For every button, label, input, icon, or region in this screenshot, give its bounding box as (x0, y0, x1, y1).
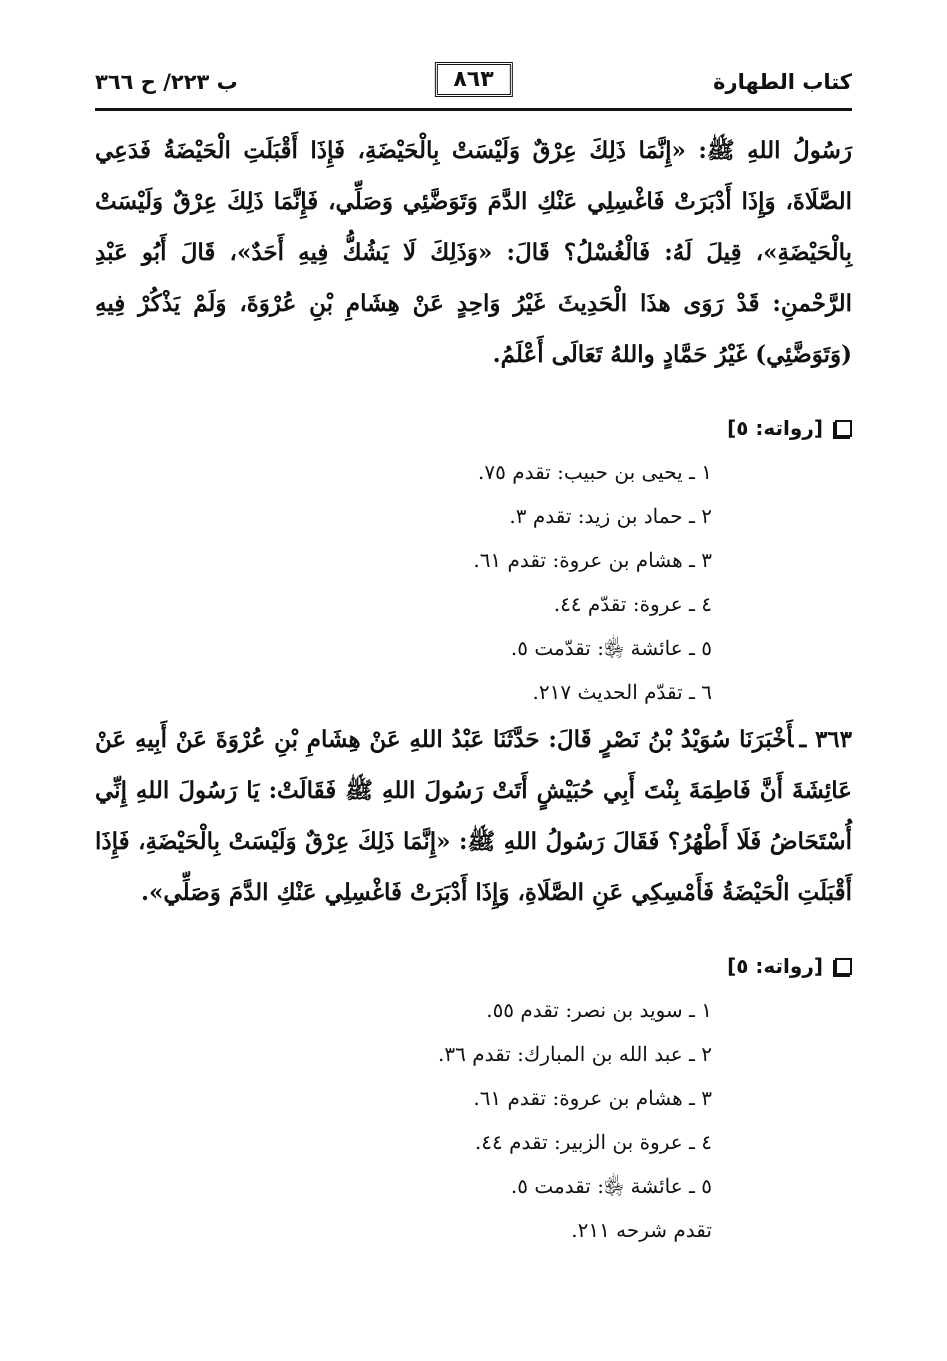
page-header (95, 62, 852, 106)
checkbox-square-icon (835, 958, 852, 975)
list-item: ١ ـ سويد بن نصر: تقدم ٥٥. (486, 998, 712, 1022)
narrators-list-1 (95, 450, 852, 714)
list-item: ٢ ـ عبد الله بن المبارك: تقدم ٣٦. (438, 1042, 712, 1066)
list-item: ٣ ـ هشام بن عروة: تقدم ٦١. (473, 1086, 712, 1110)
narrators-heading-label: [رواته: ٥] (727, 954, 823, 978)
narrators-heading-2 (95, 948, 852, 984)
list-item: ٣ ـ هشام بن عروة: تقدم ٦١. (473, 548, 712, 572)
list-item: ٦ ـ تقدّم الحديث ٢١٧. (532, 680, 712, 704)
hadith-text: أَخْبَرَنَا سُوَيْدُ بْنُ نَصْرٍ قَالَ: حَدَّثَنَا عَبْدُ اللهِ عَنْ هِشَامِ بْنِ عُرْوَةَ عَنْ أَبِيهِ عَنْ عَائِشَةَ أَنَّ فَاطِمَةَ بِنْتَ أَبِي حُبَيْشٍ أَتَتْ رَسُولَ اللهِ ﷺ فَقَالَتْ: يَا رَسُولَ اللهِ إِنِّي أُسْتَحَاضُ فَلَا أَطْهُرُ؟ فَقَالَ رَسُولُ اللهِ ﷺ: «إِنَّمَا ذَلِكَ عِرْقٌ وَلَيْسَتْ بِالْحَيْضَةِ، فَإِذَا أَقْبَلَتِ الْحَيْضَةُ فَأَمْسِكِي عَنِ الصَّلَاةِ، وَإِذَا أَدْبَرَتْ فَاغْسِلِي عَنْكِ الدَّمَ وَصَلِّي». (95, 726, 852, 906)
list-item: ٤ ـ عروة بن الزبير: تقدم ٤٤. (474, 1130, 712, 1154)
hadith-363-paragraph (95, 714, 852, 918)
page-number: ٨٦٣ (434, 62, 512, 97)
checkbox-square-icon (835, 420, 852, 437)
list-item: ٤ ـ عروة: تقدّم ٤٤. (553, 592, 712, 616)
narrators-list-2 (95, 988, 852, 1208)
hadith-number: ٣٦٣ ـ (799, 726, 852, 753)
hadith-continuation-paragraph: رَسُولُ اللهِ ﷺ: «إِنَّمَا ذَلِكَ عِرْقٌ وَلَيْسَتْ بِالْحَيْضَةِ، فَإِذَا أَقْبَلَتِ الْحَيْضَةُ فَدَعِي الصَّلَاةَ، وَإِذَا أَدْبَرَتْ فَاغْسِلِي عَنْكِ الدَّمَ وَتَوَضَّئِي وَصَلِّي، فَإِنَّمَا ذَلِكَ عِرْقٌ وَلَيْسَتْ بِالْحَيْضَةِ»، قِيلَ لَهُ: فَالْغُسْلُ؟ قَالَ: «وَذَلِكَ لَا يَشُكُّ فِيهِ أَحَدٌ»، قَالَ أَبُو عَبْدِ الرَّحْمنِ: قَدْ رَوَى هذَا الْحَدِيثَ غَيْرُ وَاحِدٍ عَنْ هِشَامِ بْنِ عُرْوَةَ، وَلَمْ يَذْكُرْ فِيهِ (وَتَوَضَّئِي) غَيْرُ حَمَّادٍ واللهُ تَعَالَى أَعْلَمُ. (95, 137, 852, 368)
narrators-heading-label: [رواته: ٥] (727, 416, 823, 440)
list-item: ٥ ـ عائشة ﵂: تقدّمت ٥. (510, 636, 712, 660)
book-title: كتاب الطهارة (713, 70, 852, 94)
commentary-note: تقدم شرحه ٢١١. (571, 1218, 712, 1242)
narrators-heading-1 (95, 410, 852, 446)
list-item: ٢ ـ حماد بن زيد: تقدم ٣. (509, 504, 712, 528)
header-rule (95, 108, 852, 111)
list-item: ١ ـ يحيى بن حبيب: تقدم ٧٥. (478, 460, 712, 484)
chapter-reference: ب ٢٢٣/ ح ٣٦٦ (95, 70, 238, 94)
page-body (95, 125, 852, 1321)
list-item: ٥ ـ عائشة ﵂: تقدمت ٥. (510, 1174, 712, 1198)
